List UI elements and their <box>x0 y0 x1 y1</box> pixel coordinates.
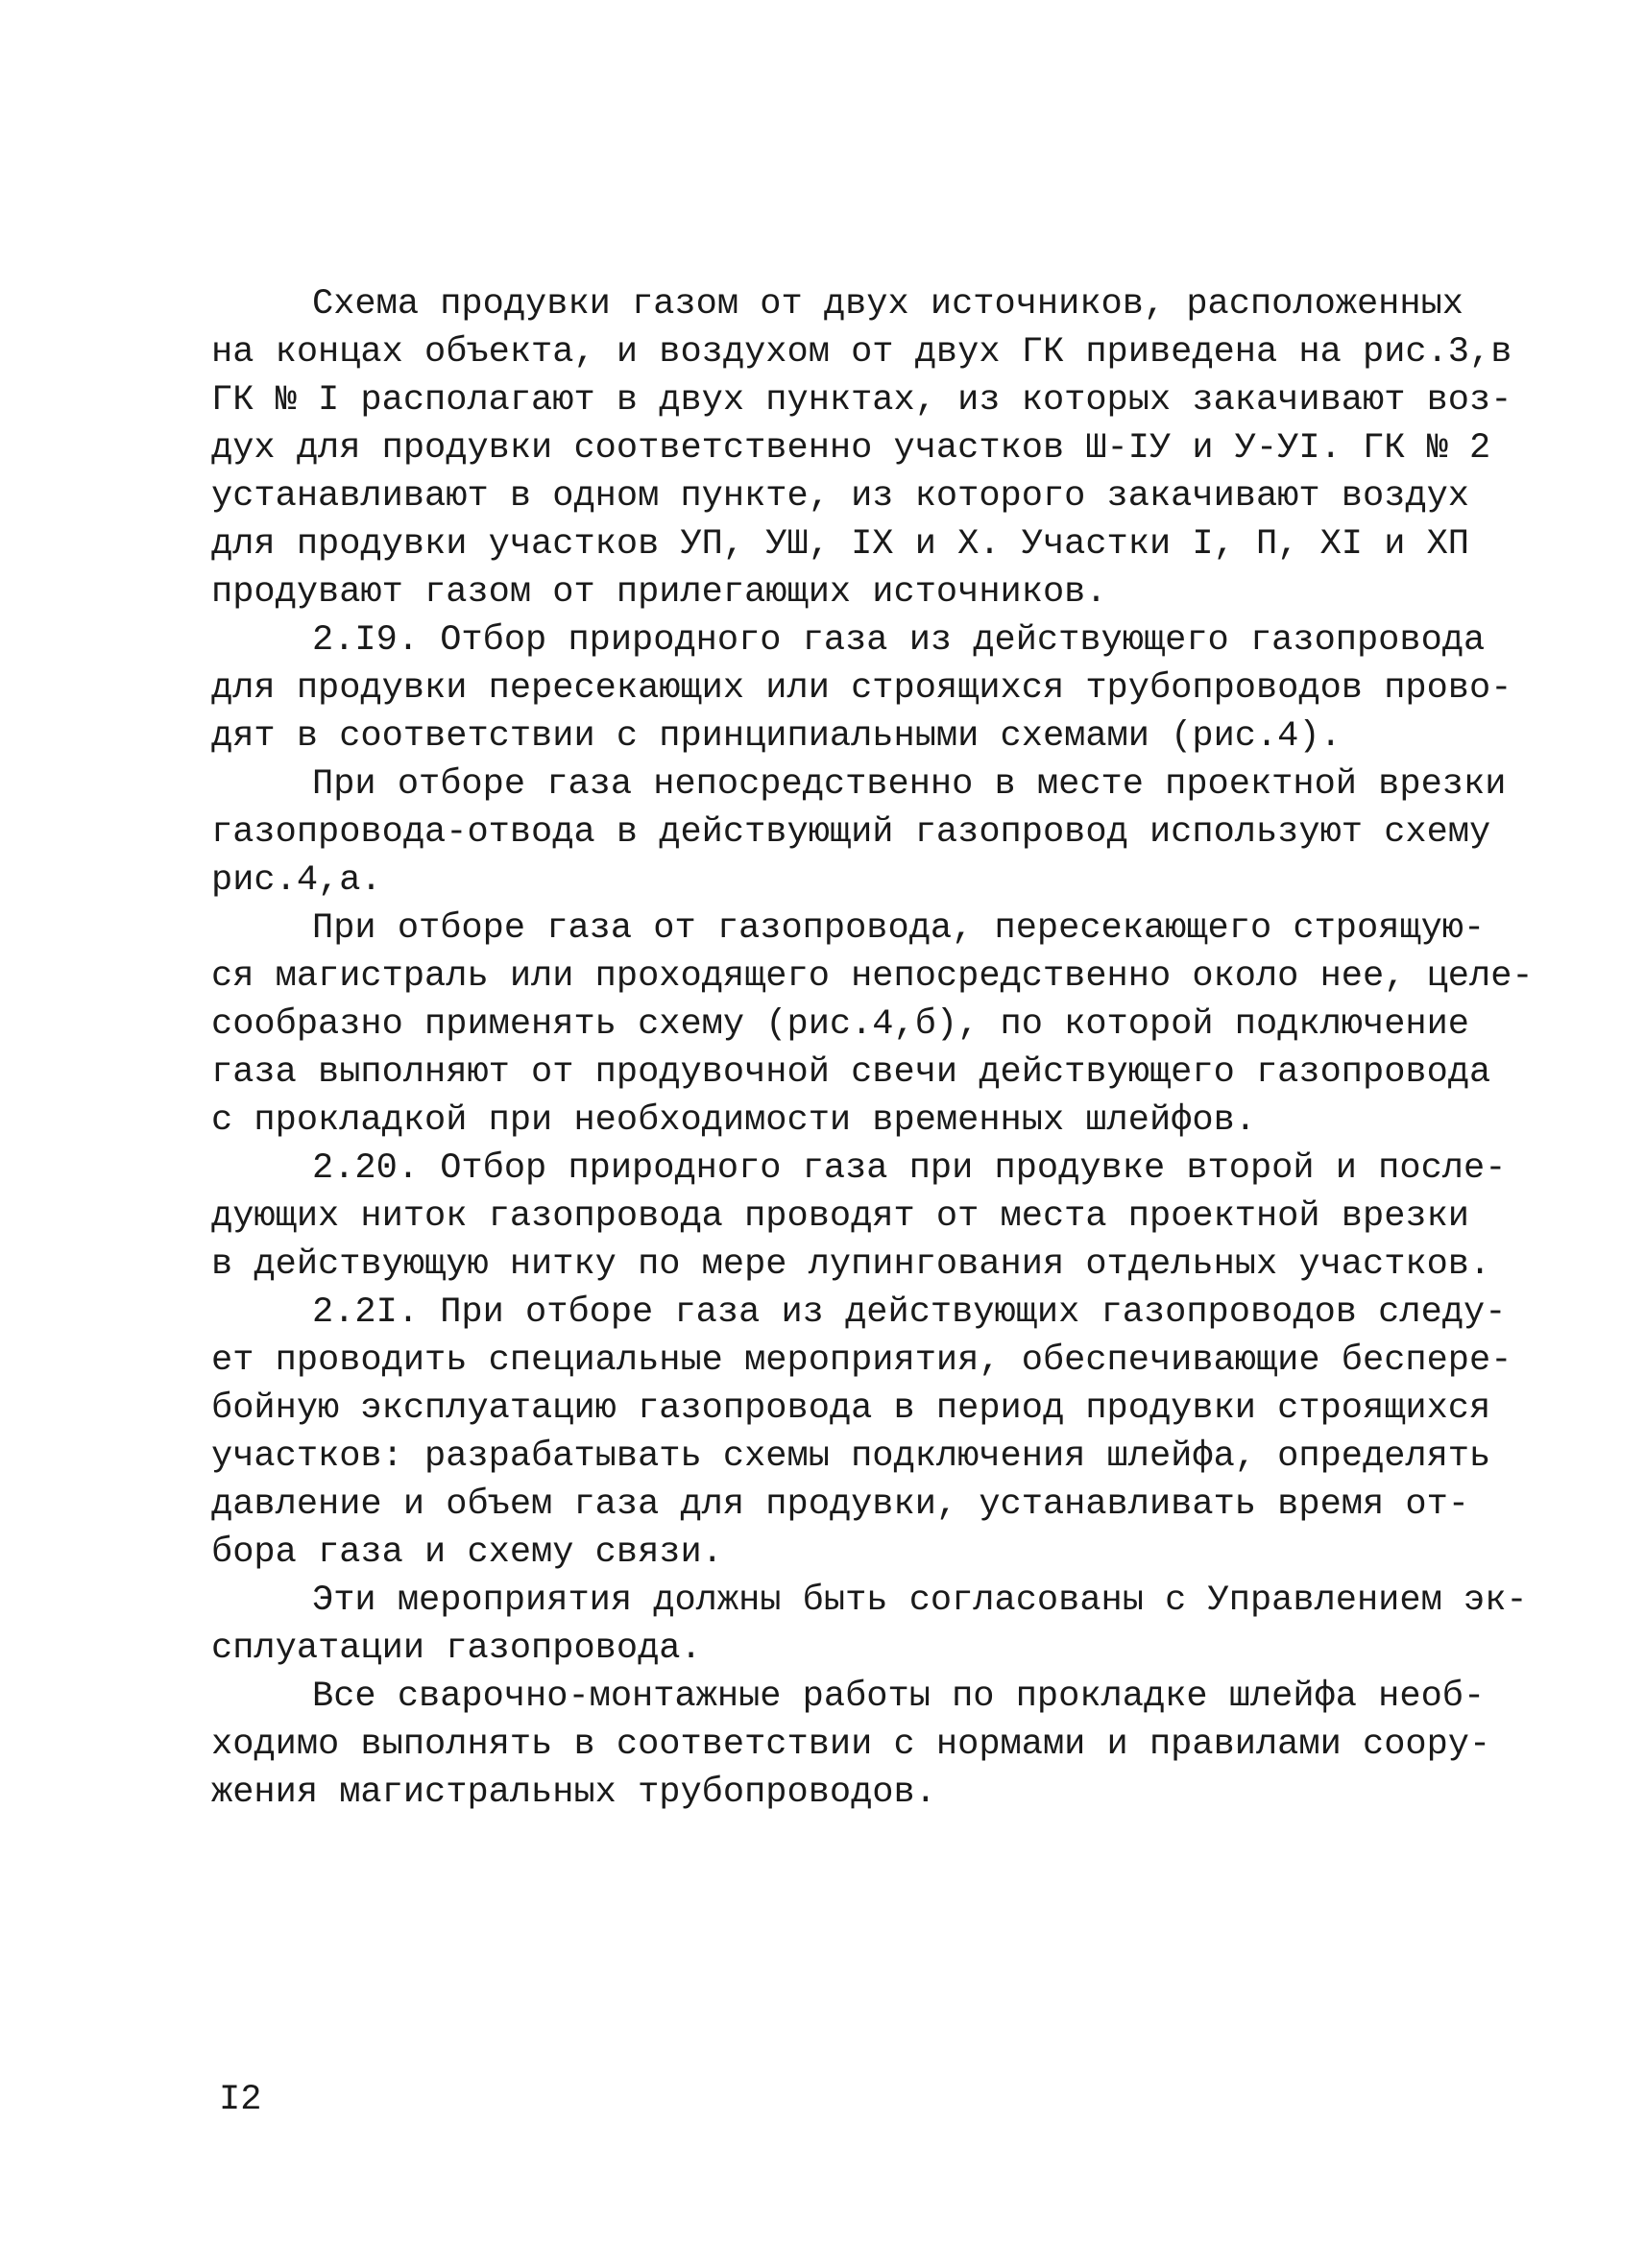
text-line: продувают газом от прилегающих источников. <box>211 572 1107 613</box>
text-line: При отборе газа непосредственно в месте проектной врезки <box>312 764 1507 805</box>
text-line: дух для продувки соответственно участков Ш-IУ и У-УI. ГК № 2 <box>211 428 1491 469</box>
text-line: сплуатации газопровода. <box>211 1629 702 1669</box>
text-line: газа выполняют от продувочной свечи действующего газопровода <box>211 1052 1491 1093</box>
text-line: Все сварочно-монтажные работы по прокладке шлейфа необ- <box>312 1677 1486 1717</box>
text-line: дят в соответствии с принципиальными схемами (рис.4). <box>211 716 1342 757</box>
text-line: участков: разрабатывать схемы подключения шлейфа, определять <box>211 1436 1491 1477</box>
text-line: дующих ниток газопровода проводят от места проектной врезки <box>211 1196 1470 1237</box>
text-line: бойную эксплуатацию газопровода в период продувки строящихся <box>211 1388 1491 1429</box>
body-text <box>211 280 1534 1817</box>
text-line: При отборе газа от газопровода, пересекающего строящую- <box>312 908 1486 949</box>
text-line: для продувки пересекающих или строящихся трубопроводов прово- <box>211 668 1512 709</box>
text-line: газопровода-отвода в действующий газопровод используют схему <box>211 812 1491 853</box>
text-line: бора газа и схему связи. <box>211 1532 723 1573</box>
text-line: устанавливают в одном пункте, из которого закачивают воздух <box>211 476 1470 517</box>
text-line: ся магистраль или проходящего непосредственно около нее, целе- <box>211 956 1534 997</box>
text-line: рис.4,а. <box>211 860 382 901</box>
text-line: в действующую нитку по мере лупингования отдельных участков. <box>211 1244 1491 1285</box>
text-line: давление и объем газа для продувки, устанавливать время от- <box>211 1484 1470 1525</box>
text-line: на концах объекта, и воздухом от двух ГК приведена на рис.3,в <box>211 332 1512 373</box>
text-line: Схема продувки газом от двух источников, расположенных <box>312 284 1464 325</box>
text-line: ГК № I располагают в двух пунктах, из которых закачивают воз- <box>211 380 1512 421</box>
text-line: для продувки участков УП, УШ, IX и X. Участки I, П, XI и XП <box>211 524 1470 565</box>
text-line: ет проводить специальные мероприятия, обеспечивающие беспере- <box>211 1340 1512 1381</box>
text-line: 2.20. Отбор природного газа при продувке второй и после- <box>312 1148 1507 1189</box>
page-number: I2 <box>219 2080 262 2120</box>
text-line: 2.2I. При отборе газа из действующих газопроводов следу- <box>312 1292 1507 1333</box>
text-line: Эти мероприятия должны быть согласованы с Управлением эк- <box>312 1580 1528 1621</box>
text-line: жения магистральных трубопроводов. <box>211 1773 936 1813</box>
text-line: с прокладкой при необходимости временных шлейфов. <box>211 1100 1256 1141</box>
text-line: сообразно применять схему (рис.4,б), по которой подключение <box>211 1004 1470 1045</box>
text-line: 2.I9. Отбор природного газа из действующего газопровода <box>312 620 1486 661</box>
text-line: ходимо выполнять в соответствии с нормами и правилами соору- <box>211 1725 1491 1765</box>
